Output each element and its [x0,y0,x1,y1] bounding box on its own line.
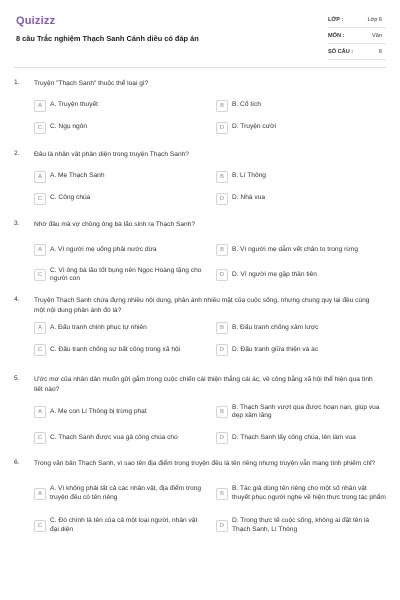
option-letter-box: A [34,488,46,500]
worksheet-meta [328,12,386,60]
option-letter-box: D [216,344,228,356]
option-letter-box: D [216,520,228,532]
meta-question-count [328,44,386,60]
question-5 [14,375,386,449]
option-d[interactable] [216,192,386,206]
meta-question-count-value: 6 [378,48,382,55]
option-text: B. Thạch Sanh vượt qua được hoạn nạn, giúp vua dẹp xâm lăng [232,403,380,420]
option-letter-box: B [216,488,228,500]
option-text: A. Mẹ con Lí Thông bị trừng phạt [50,407,147,415]
option-letter-box: A [34,406,46,418]
option-a[interactable] [34,170,204,184]
option-c[interactable] [34,343,204,357]
option-text: A. Đấu tranh chinh phục tự nhiên [50,323,147,331]
option-text: C. Đó chính là tên của cả một loại người, nhân vật đại diện [50,517,198,533]
worksheet-header [14,0,386,68]
meta-question-count-label: SỐ CÂU : [328,48,354,55]
option-letter-box: B [216,322,228,334]
option-letter-box: D [216,269,228,281]
worksheet-title: 8 câu Trắc nghiệm Thạch Sanh Cánh diều có đáp án [16,34,199,43]
option-letter-box: A [34,171,46,183]
option-a[interactable] [34,99,204,113]
question-2 [14,150,386,206]
meta-grade-value: Lớp 6 [367,16,382,23]
option-a[interactable] [34,321,204,335]
option-text: D. Trong thực tế cuộc sống, không ai đặt tên là Thạch Sanh, Lí Thông [232,517,370,533]
option-b[interactable] [216,401,386,423]
question-5-head [14,375,386,394]
option-letter-box: D [216,432,228,444]
option-letter-box: C [34,344,46,356]
option-text: C. Vì ông bà lão tốt bụng nên Ngọc Hoàng tặng cho người con [50,266,202,283]
option-text: B. Đấu tranh chống xâm lược [232,323,319,331]
meta-subject-label: MÔN : [328,32,345,39]
option-text: C. Đấu tranh chống sự bất công trong xã hội [50,345,181,353]
quizizz-logo[interactable]: Quizizz [16,15,56,27]
option-letter-box: A [34,322,46,334]
question-2-head [14,150,386,160]
option-text: B. Vì người mẹ dẫm vết chân to trong rừng [232,245,359,253]
question-6-head [14,459,386,469]
question-number: 3. [14,220,20,227]
meta-grade-label: LỚP : [328,16,344,23]
option-text: B. Cổ tích [232,101,261,109]
question-text: Trong văn bản Thạch Sanh, vì sao tên địa điểm trong truyện đều là tên riêng nhưng truyện vẫn mang tính phiếm chỉ? [34,460,376,467]
question-3-head [14,220,386,230]
question-text: Nhờ đâu mà vợ chồng ông bà lão sinh ra Thạch Sanh? [34,221,196,228]
question-1-head [14,79,386,89]
option-letter-box: A [34,100,46,112]
question-4-head [14,296,386,315]
option-letter-box: D [216,122,228,134]
option-text: C. Công chúa [50,194,91,202]
option-d[interactable] [216,121,386,135]
option-c[interactable] [34,192,204,206]
meta-subject-value: Văn [372,32,382,39]
option-text: C. Ngụ ngôn [50,123,88,131]
option-letter-box: A [34,244,46,256]
option-b[interactable] [216,99,386,113]
option-c[interactable] [34,265,204,286]
option-letter-box: B [216,100,228,112]
option-d[interactable] [216,343,386,357]
option-text: D. Nhà vua [232,194,265,202]
option-letter-box: B [216,244,228,256]
question-number: 2. [14,150,20,157]
option-b[interactable] [216,321,386,335]
option-letter-box: B [216,171,228,183]
option-text: A. Vì không phải tất cả các nhân vật, địa điểm trong truyện đều có tên riêng [50,485,202,501]
question-number: 6. [14,459,20,466]
question-1 [14,79,386,135]
option-letter-box: C [34,269,46,281]
option-letter-box: C [34,520,46,532]
option-letter-box: D [216,193,228,205]
answer-options [34,401,386,449]
question-number: 1. [14,79,20,86]
option-text: C. Thạch Sanh được vua gả công chúa cho [50,433,178,441]
option-a[interactable] [34,401,204,423]
option-text: A. Vì người mẹ uống phải nước dừa [50,245,157,253]
option-text: B. Lí Thông [232,172,266,180]
question-4 [14,296,386,357]
option-text: A. Mẹ Thạch Sanh [50,172,105,180]
answer-options [34,99,386,135]
meta-grade [328,12,386,28]
option-c[interactable] [34,512,204,540]
option-text: A. Truyện thuyết [50,101,99,109]
answer-options [34,321,386,357]
question-text: Ước mơ của nhân dân muốn gửi gắm trong cuộc chiến cái thiện thắng cái ác, về công bằng xã hội thể hiện qua tình tiết nào? [34,376,373,393]
option-text: D. Đấu tranh giữa thiện và ác [232,345,319,353]
option-letter-box: B [216,406,228,418]
answer-options [34,240,386,286]
option-d[interactable] [216,427,386,449]
question-text: Đâu là nhân vật phản diện trong truyện Thạch Sanh? [34,151,189,158]
option-b[interactable] [216,480,386,508]
question-number: 5. [14,375,20,382]
option-c[interactable] [34,121,204,135]
answer-options [34,170,386,206]
option-text: B. Tác giả dùng tên riêng cho một số nhân vật thuyết phục người nghe về hiện thực trong tác phẩm [232,485,386,501]
option-a[interactable] [34,480,204,508]
meta-subject [328,28,386,44]
question-text: Truyện Thạch Sanh chứa đựng nhiều nội dung, phản ánh nhiều mặt của cuộc sống, nhưng chung quy lại đều cùng một nội dung phản ánh đó là? [34,297,370,314]
question-text: Truyện "Thạch Sanh" thuộc thể loại gì? [34,80,149,87]
option-text: D. Vì người mẹ gặp thần tiên [232,270,317,278]
question-3 [14,220,386,286]
option-letter-box: C [34,432,46,444]
question-6 [14,459,386,540]
option-c[interactable] [34,427,204,449]
option-letter-box: C [34,122,46,134]
option-text: D. Thạch Sanh lấy công chúa, lên làm vua [232,433,356,441]
option-letter-box: C [34,193,46,205]
question-number: 4. [14,296,20,303]
option-text: D. Truyện cười [232,123,276,131]
option-b[interactable] [216,170,386,184]
option-a[interactable] [34,240,204,261]
option-d[interactable] [216,265,386,286]
option-b[interactable] [216,240,386,261]
option-d[interactable] [216,512,386,540]
answer-options [34,480,386,540]
